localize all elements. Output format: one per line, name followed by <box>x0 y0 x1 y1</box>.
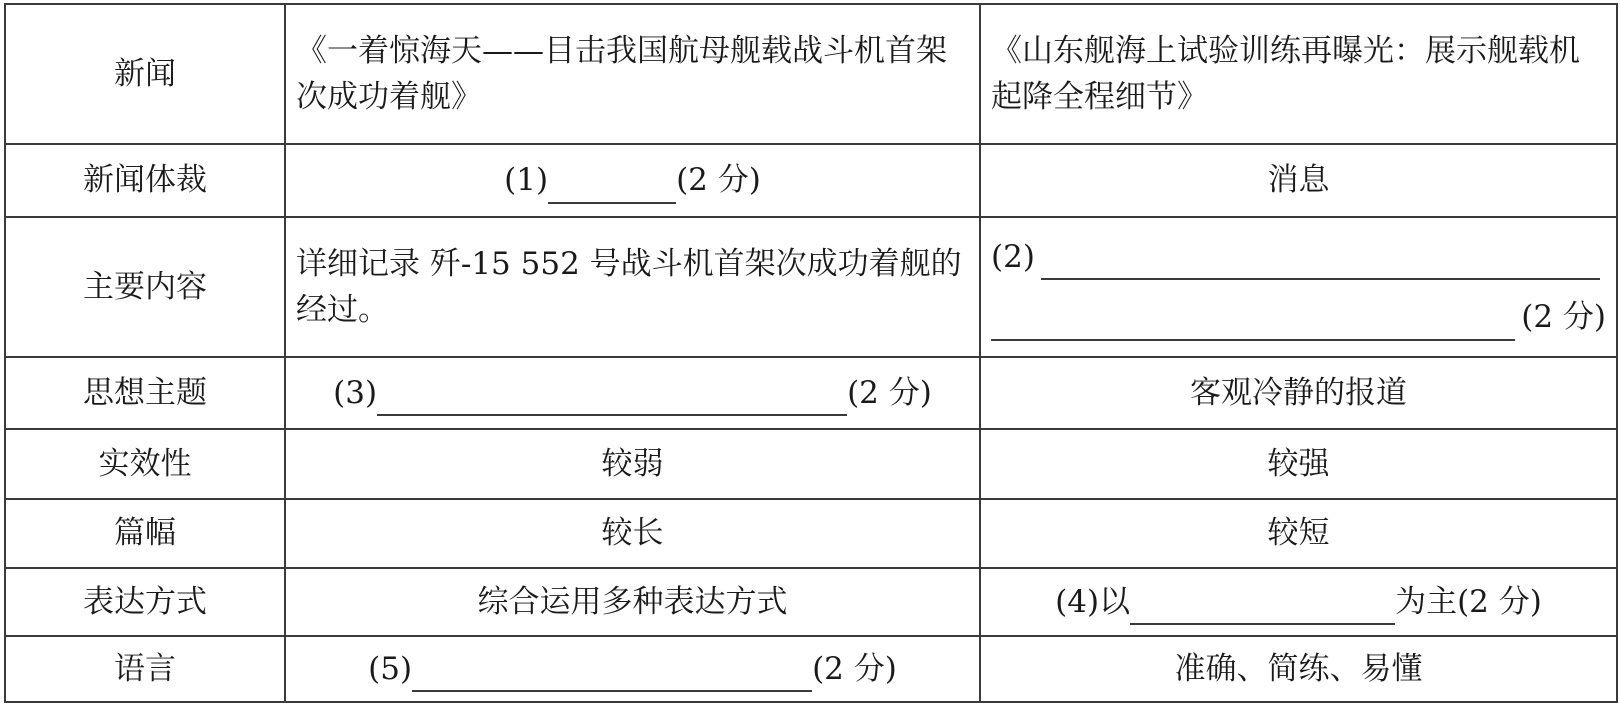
genre-right: 消息 <box>980 144 1617 217</box>
row-header-content: 主要内容 <box>5 217 285 357</box>
content-left: 详细记录 歼-15 552 号战斗机首架次成功着舰的经过。 <box>285 217 980 357</box>
question-number-5: (5) <box>368 650 413 687</box>
row-header-timeliness: 实效性 <box>5 429 285 499</box>
question-number-4: (4)以 <box>1055 583 1131 620</box>
table-row-length <box>5 499 1617 568</box>
row-header-expression: 表达方式 <box>5 568 285 636</box>
length-right: 较短 <box>980 499 1617 568</box>
table-row-news <box>5 4 1617 144</box>
answer-blank-3[interactable] <box>377 383 847 416</box>
content-right-cell <box>980 217 1617 357</box>
score-note-2: (2 分) <box>1521 299 1606 335</box>
table-row-expression <box>5 568 1617 636</box>
expression-left: 综合运用多种表达方式 <box>285 568 980 636</box>
row-header-news: 新闻 <box>5 4 285 144</box>
timeliness-left: 较弱 <box>285 429 980 499</box>
answer-blank-2-line-1[interactable] <box>1041 247 1600 280</box>
comparison-table <box>4 3 1618 703</box>
news-title-right: 《山东舰海上试验训练再曝光：展示舰载机起降全程细节》 <box>980 4 1617 144</box>
row-header-language: 语言 <box>5 636 285 702</box>
expression-right-cell <box>980 568 1617 636</box>
table-row-timeliness <box>5 429 1617 499</box>
row-header-length: 篇幅 <box>5 499 285 568</box>
length-left: 较长 <box>285 499 980 568</box>
timeliness-right: 较强 <box>980 429 1617 499</box>
theme-right: 客观冷静的报道 <box>980 357 1617 429</box>
genre-left-cell <box>285 144 980 217</box>
row-header-genre: 新闻体裁 <box>5 144 285 217</box>
row-header-theme: 思想主题 <box>5 357 285 429</box>
news-title-left: 《一着惊海天——目击我国航母舰载战斗机首架次成功着舰》 <box>285 4 980 144</box>
language-left-cell <box>285 636 980 702</box>
question-number-2: (2) <box>991 238 1035 275</box>
table-row-genre <box>5 144 1617 217</box>
language-right: 准确、简练、易懂 <box>980 636 1617 702</box>
theme-left-cell <box>285 357 980 429</box>
answer-blank-5[interactable] <box>412 659 812 692</box>
question-number-1: (1) <box>504 162 549 199</box>
answer-blank-4[interactable] <box>1130 592 1395 625</box>
table-row-language <box>5 636 1617 702</box>
question-number-3: (3) <box>333 374 378 411</box>
score-note-1: (2 分) <box>676 162 761 199</box>
table-row-content <box>5 217 1617 357</box>
score-note-4: 为主(2 分) <box>1395 583 1542 620</box>
answer-blank-1[interactable] <box>548 171 676 204</box>
score-note-3: (2 分) <box>847 374 932 411</box>
table-row-theme <box>5 357 1617 429</box>
answer-blank-2-line-2[interactable] <box>991 308 1515 341</box>
score-note-5: (2 分) <box>812 650 897 687</box>
